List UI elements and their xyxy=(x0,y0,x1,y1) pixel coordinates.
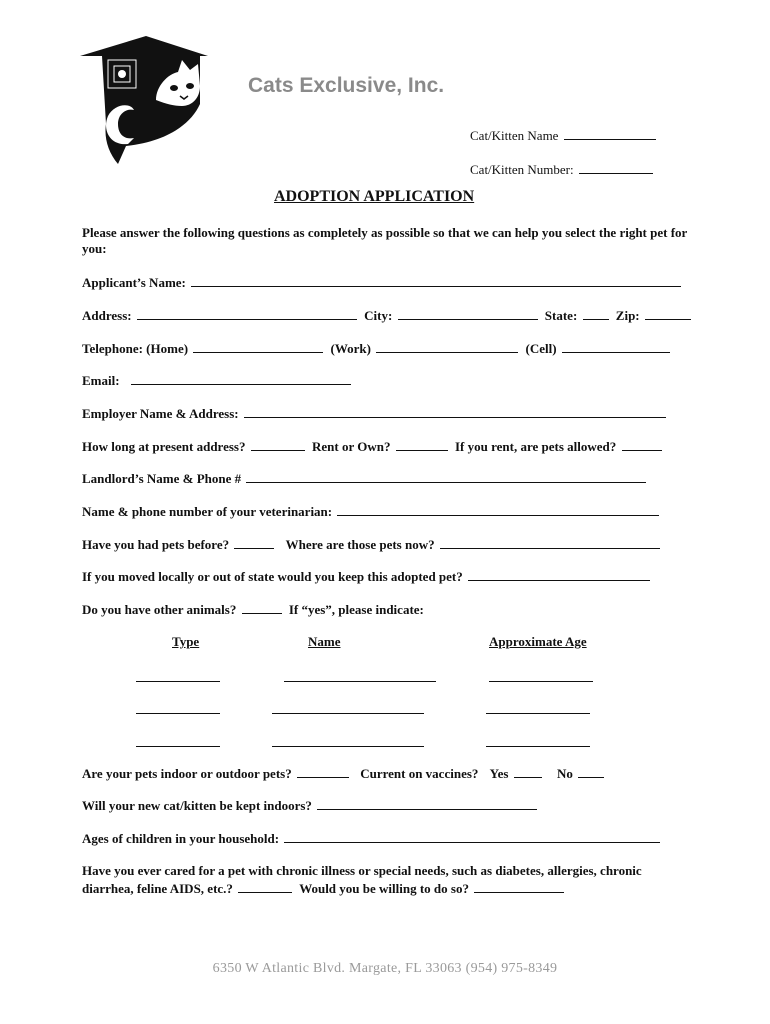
vaccines-no-field[interactable] xyxy=(578,765,604,778)
how-long-field[interactable] xyxy=(251,438,305,451)
cell-phone-field[interactable] xyxy=(562,340,670,353)
city-label: City: xyxy=(364,308,393,323)
zip-label: Zip: xyxy=(615,308,640,323)
email-label: Email: xyxy=(82,373,120,388)
cat-name-field[interactable] xyxy=(564,127,656,140)
vaccines-yes-field[interactable] xyxy=(514,765,542,778)
indoor-outdoor-label: Are your pets indoor or outdoor pets? xyxy=(82,766,292,781)
animal-2-name-field[interactable] xyxy=(272,713,424,714)
landlord-label: Landlord’s Name & Phone # xyxy=(82,471,242,486)
had-pets-label: Have you had pets before? xyxy=(82,537,230,552)
children-ages-label: Ages of children in your household: xyxy=(82,831,280,846)
vaccines-yes-label: Yes xyxy=(489,766,509,781)
willing-field[interactable] xyxy=(474,880,564,893)
animal-2-age-field[interactable] xyxy=(486,713,590,714)
state-field[interactable] xyxy=(583,307,609,320)
column-name: Name xyxy=(308,634,341,649)
special-needs-field[interactable] xyxy=(238,880,292,893)
animal-3-age-field[interactable] xyxy=(486,746,590,747)
column-approx-age: Approximate Age xyxy=(489,634,587,649)
landlord-field[interactable] xyxy=(246,470,646,483)
special-needs-label: Have you ever cared for a pet with chronic illness or special needs, such as diabetes, allergies, chronic xyxy=(82,863,642,878)
telephone-home-label: Telephone: (Home) xyxy=(82,341,189,356)
veterinarian-label: Name & phone number of your veterinarian: xyxy=(82,504,333,519)
kept-indoors-field[interactable] xyxy=(317,797,537,810)
moved-field[interactable] xyxy=(468,568,650,581)
other-animals-label: Do you have other animals? xyxy=(82,602,237,617)
city-field[interactable] xyxy=(398,307,538,320)
work-label: (Work) xyxy=(330,341,371,356)
vaccines-label: Current on vaccines? xyxy=(360,766,479,781)
applicant-name-field[interactable] xyxy=(191,274,681,287)
telephone-home-field[interactable] xyxy=(193,340,323,353)
indoor-outdoor-field[interactable] xyxy=(297,765,349,778)
cell-label: (Cell) xyxy=(525,341,557,356)
animal-3-type-field[interactable] xyxy=(136,746,220,747)
work-phone-field[interactable] xyxy=(376,340,518,353)
address-label: Address: xyxy=(82,308,132,323)
rent-own-label: Rent or Own? xyxy=(311,439,391,454)
state-label: State: xyxy=(544,308,578,323)
rent-own-field[interactable] xyxy=(396,438,448,451)
footer-address: 6350 W Atlantic Blvd. Margate, FL 33063 (954) 975-8349 xyxy=(212,961,558,976)
cat-number-label: Cat/Kitten Number: xyxy=(470,162,574,177)
pets-allowed-field[interactable] xyxy=(622,438,662,451)
if-yes-label: If “yes”, please indicate: xyxy=(288,602,424,617)
animal-1-name-field[interactable] xyxy=(284,681,436,682)
email-field[interactable] xyxy=(131,372,351,385)
address-field[interactable] xyxy=(137,307,357,320)
where-pets-field[interactable] xyxy=(440,536,660,549)
special-needs-label-2: diarrhea, feline AIDS, etc.? xyxy=(82,881,233,896)
column-type: Type xyxy=(172,634,200,649)
page-title: ADOPTION APPLICATION xyxy=(274,188,475,205)
children-ages-field[interactable] xyxy=(284,830,660,843)
willing-label: Would you be willing to do so? xyxy=(299,881,469,896)
veterinarian-field[interactable] xyxy=(337,503,659,516)
vaccines-no-label: No xyxy=(556,766,573,781)
company-name: Cats Exclusive, Inc. xyxy=(248,74,445,97)
cat-name-label: Cat/Kitten Name xyxy=(470,128,559,143)
animal-2-type-field[interactable] xyxy=(136,713,220,714)
animal-1-age-field[interactable] xyxy=(489,681,593,682)
how-long-label: How long at present address? xyxy=(82,439,246,454)
where-pets-label: Where are those pets now? xyxy=(285,537,435,552)
kept-indoors-label: Will your new cat/kitten be kept indoors? xyxy=(82,798,312,813)
zip-field[interactable] xyxy=(645,307,691,320)
cat-house-logo-icon xyxy=(78,34,210,166)
applicant-name-label: Applicant’s Name: xyxy=(82,275,186,290)
other-animals-field[interactable] xyxy=(242,601,282,614)
employer-field[interactable] xyxy=(244,405,666,418)
cat-number-field[interactable] xyxy=(579,161,653,174)
moved-label: If you moved locally or out of state would you keep this adopted pet? xyxy=(82,569,463,584)
had-pets-field[interactable] xyxy=(234,536,274,549)
pets-allowed-label: If you rent, are pets allowed? xyxy=(454,439,617,454)
animal-3-name-field[interactable] xyxy=(272,746,424,747)
employer-label: Employer Name & Address: xyxy=(82,406,239,421)
animal-1-type-field[interactable] xyxy=(136,681,220,682)
intro-text: Please answer the following questions as completely as possible so that we can help you select the right pet for you: xyxy=(82,225,688,256)
